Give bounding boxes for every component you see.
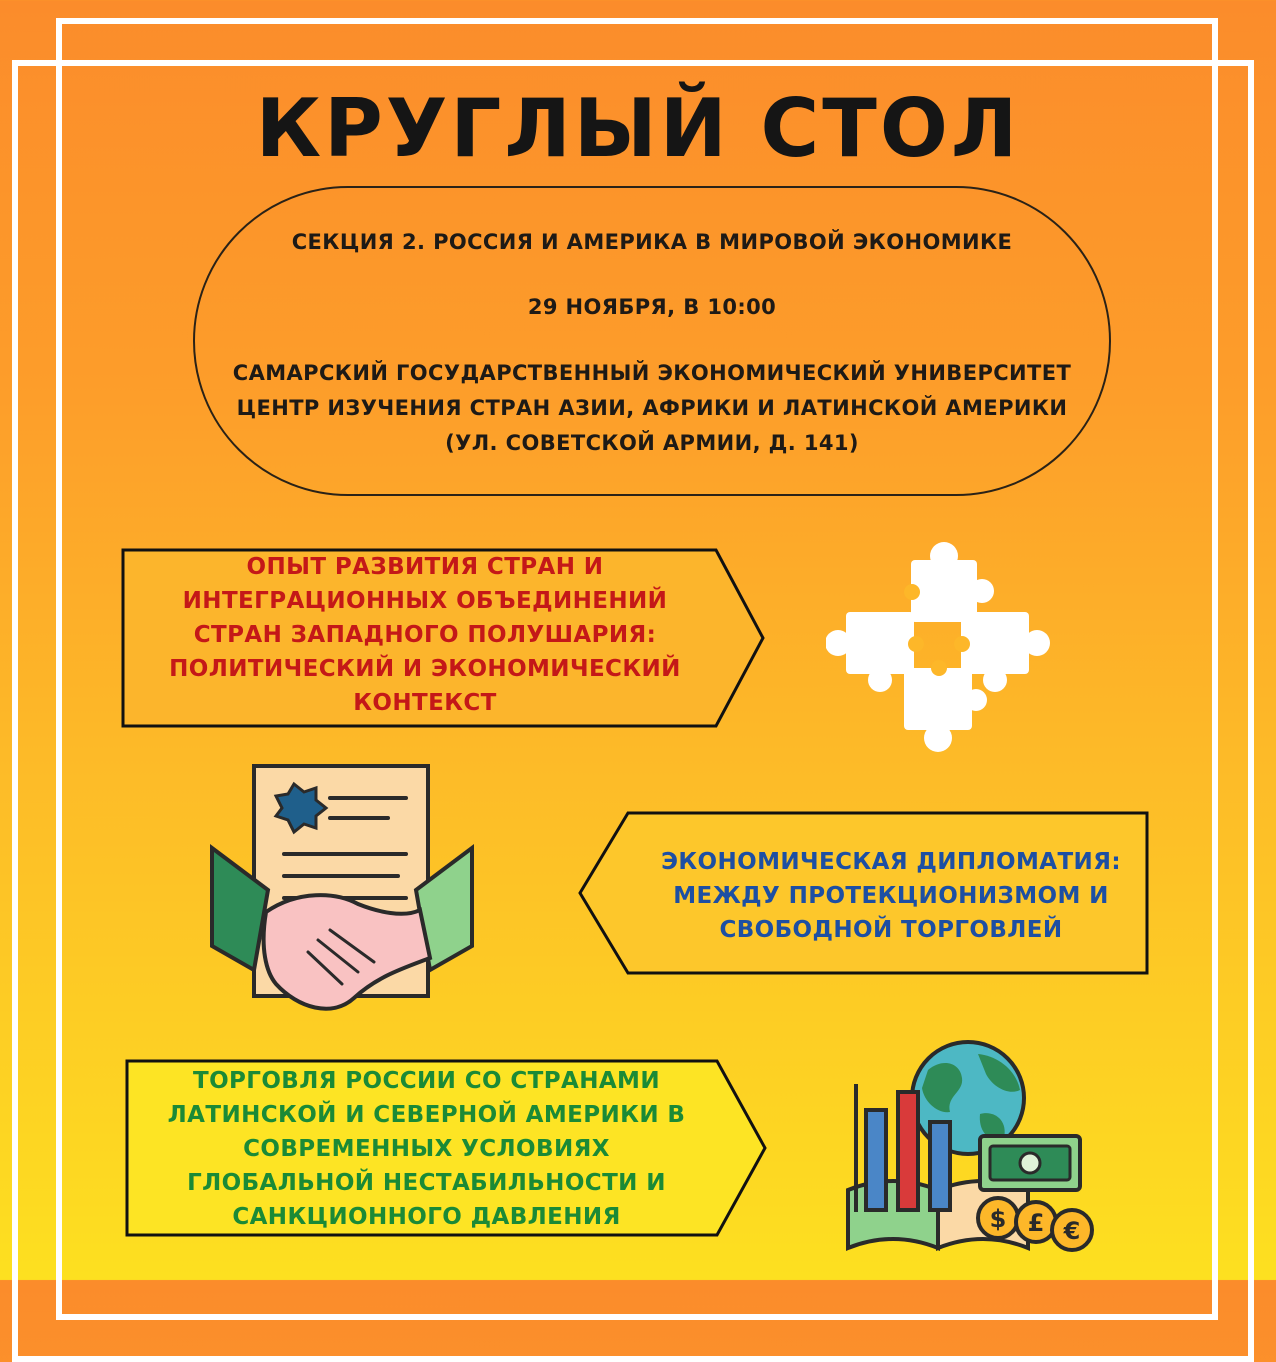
topic-line: ЛАТИНСКОЙ И СЕВЕРНОЙ АМЕРИКИ В <box>167 1102 686 1128</box>
euro-sign: € <box>1063 1217 1081 1245</box>
topic-callout-2 <box>576 810 1150 976</box>
topic-text-1 <box>140 550 710 720</box>
event-info-panel <box>193 186 1111 496</box>
topic-callout-1 <box>120 547 768 729</box>
event-address: (УЛ. СОВЕТСКОЙ АРМИИ, Д. 141) <box>445 431 859 455</box>
topic-line: СТРАН ЗАПАДНОГО ПОЛУШАРИЯ: <box>193 622 657 648</box>
topic-line: ОПЫТ РАЗВИТИЯ СТРАН И <box>246 554 604 580</box>
topic-callout-3 <box>124 1058 769 1238</box>
global-economy-icon <box>838 1040 1096 1255</box>
topic-line: КОНТЕКСТ <box>353 690 497 716</box>
topic-line: СВОБОДНОЙ ТОРГОВЛЕЙ <box>719 917 1063 943</box>
topic-line: ИНТЕГРАЦИОННЫХ ОБЪЕДИНЕНИЙ <box>182 588 668 614</box>
topic-line: САНКЦИОННОГО ДАВЛЕНИЯ <box>232 1204 621 1230</box>
puzzle-icon <box>826 540 1051 755</box>
handshake-contract-icon <box>208 762 476 1022</box>
university-name: САМАРСКИЙ ГОСУДАРСТВЕННЫЙ ЭКОНОМИЧЕСКИЙ УНИВЕРСИТЕТ <box>232 361 1072 385</box>
section-title: СЕКЦИЯ 2. РОССИЯ И АМЕРИКА В МИРОВОЙ ЭКОНОМИКЕ <box>291 230 1013 254</box>
topic-line: ЭКОНОМИЧЕСКАЯ ДИПЛОМАТИЯ: <box>661 849 1121 875</box>
topic-line: ТОРГОВЛЯ РОССИИ СО СТРАНАМИ <box>193 1068 660 1094</box>
center-name: ЦЕНТР ИЗУЧЕНИЯ СТРАН АЗИИ, АФРИКИ И ЛАТИНСКОЙ АМЕРИКИ <box>236 396 1068 420</box>
topic-line: СОВРЕМЕННЫХ УСЛОВИЯХ <box>243 1136 610 1162</box>
event-date-time: 29 НОЯБРЯ, В 10:00 <box>527 295 777 319</box>
topic-line: ГЛОБАЛЬНОЙ НЕСТАБИЛЬНОСТИ И <box>187 1170 666 1196</box>
pound-sign: £ <box>1027 1209 1045 1237</box>
topic-text-2 <box>636 845 1146 947</box>
topic-text-3 <box>139 1064 714 1234</box>
poster-title: КРУГЛЫЙ СТОЛ <box>255 82 1021 175</box>
topic-line: МЕЖДУ ПРОТЕКЦИОНИЗМОМ И <box>673 883 1109 909</box>
topic-line: ПОЛИТИЧЕСКИЙ И ЭКОНОМИЧЕСКИЙ <box>169 656 681 682</box>
dollar-sign: $ <box>989 1205 1007 1233</box>
